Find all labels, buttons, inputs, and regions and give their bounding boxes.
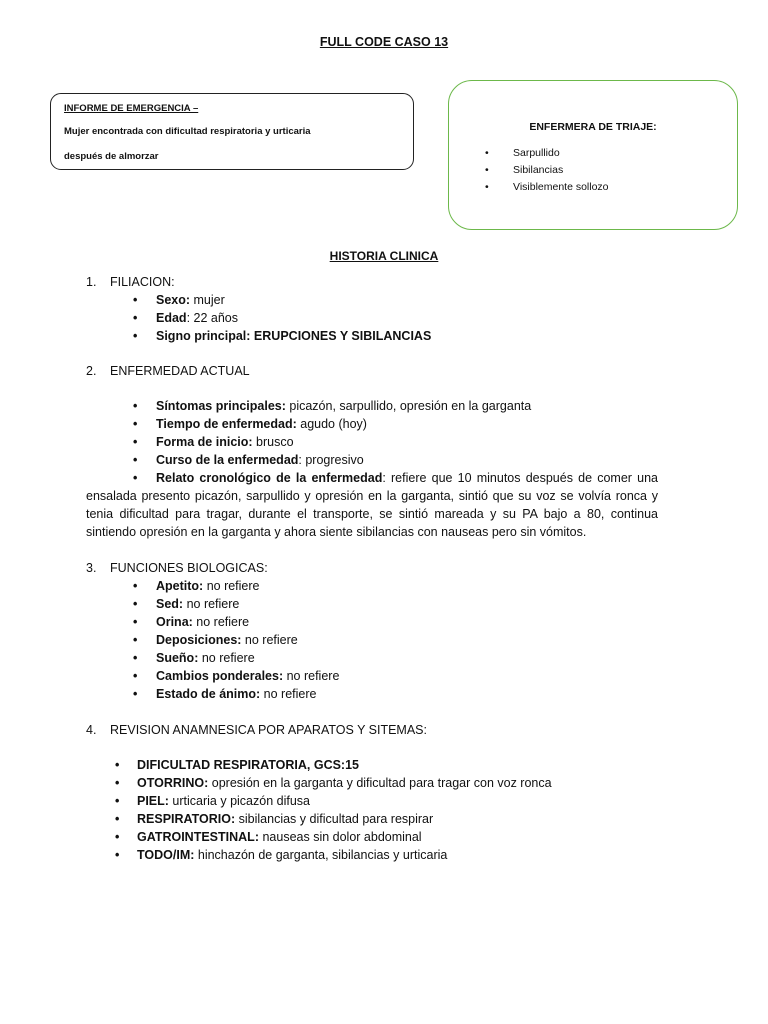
list-item — [86, 415, 658, 433]
list-item — [86, 309, 658, 327]
item-label: OTORRINO: — [137, 776, 209, 790]
item-value: hinchazón de garganta, sibilancias y urticaria — [194, 848, 448, 862]
item-label: GATROINTESTINAL: — [137, 830, 259, 844]
list-item — [86, 327, 658, 345]
section-title: FILIACION: — [110, 275, 175, 289]
item-value: : refiere que 10 minutos después de comer una ensalada presento picazón, sarpullido y opresión en la garganta, sintió que su voz se volvía ronca y tenia dificultad para tragar, durante el transporte, se sintió mareada y su PA bajo a 80, continua sintiendo opresión en la garganta y ahora siente sibilancias con nauseas pero sin vómitos. — [86, 471, 658, 539]
item-label: Cambios ponderales: — [156, 669, 284, 683]
item-value: no refiere — [241, 633, 298, 647]
item-value: urticaria y picazón difusa — [168, 794, 310, 808]
list-item — [86, 649, 658, 667]
triage-list — [485, 145, 609, 196]
item-value: brusco — [252, 435, 294, 449]
section-revision-anamnesica — [86, 721, 658, 864]
section-heading — [86, 721, 658, 739]
triage-heading: ENFERMERA DE TRIAJE: — [529, 121, 657, 133]
item-label: Relato cronológico de la enfermedad — [156, 471, 383, 485]
list-item — [86, 756, 658, 774]
section-heading — [86, 362, 658, 380]
emergency-report-heading: INFORME DE EMERGENCIA – — [64, 103, 199, 114]
item-value: nauseas sin dolor abdominal — [258, 830, 422, 844]
item-value: no refiere — [183, 597, 240, 611]
list-item — [86, 810, 658, 828]
list-item — [86, 577, 658, 595]
page-title: FULL CODE CASO 13 — [319, 35, 449, 49]
item-value: no refiere — [192, 615, 250, 629]
item-label: Orina: — [156, 615, 193, 629]
section-enfermedad-actual — [86, 362, 658, 541]
list-item — [86, 828, 658, 846]
item-label: Edad — [156, 311, 187, 325]
section-number: 3. — [86, 561, 97, 575]
list-item — [86, 595, 658, 613]
section-heading — [86, 559, 658, 577]
list-item — [86, 397, 658, 415]
triage-box — [448, 80, 738, 230]
item-label: RESPIRATORIO: — [137, 812, 236, 826]
item-value: opresión en la garganta y dificultad para tragar con voz ronca — [208, 776, 552, 790]
item-label: Forma de inicio: — [156, 435, 253, 449]
item-value: sibilancias y dificultad para respirar — [235, 812, 434, 826]
item-label: Signo principal — [156, 329, 247, 343]
revision-list — [86, 756, 658, 864]
section-title: ENFERMEDAD ACTUAL — [110, 364, 250, 378]
section-funciones-biologicas — [86, 559, 658, 703]
item-label: Deposiciones: — [156, 633, 242, 647]
list-item — [86, 433, 658, 451]
relato-item — [86, 469, 658, 541]
emergency-report-box — [50, 93, 414, 170]
enfermedad-list — [86, 397, 658, 541]
item-label: DIFICULTAD RESPIRATORIA, GCS:15 — [137, 758, 360, 772]
clinical-history — [86, 273, 658, 864]
item-value: no refiere — [198, 651, 255, 665]
list-item — [86, 613, 658, 631]
section-title: FUNCIONES BIOLOGICAS: — [110, 561, 268, 575]
item-value: : 22 años — [186, 311, 238, 325]
item-label: TODO/IM: — [137, 848, 195, 862]
item-value: agudo (hoy) — [296, 417, 367, 431]
item-label: Síntomas principales: — [156, 399, 286, 413]
triage-item: • Sarpullido — [485, 145, 609, 162]
section-number: 4. — [86, 723, 97, 737]
list-item — [86, 451, 658, 469]
item-value: no refiere — [203, 579, 260, 593]
item-label: Sed: — [156, 597, 184, 611]
item-label: PIEL: — [137, 794, 169, 808]
triage-item: • Visiblemente sollozo — [485, 179, 609, 196]
item-label: Sexo: — [156, 293, 191, 307]
emergency-report-line: después de almorzar — [64, 151, 159, 162]
list-item — [86, 792, 658, 810]
funciones-list — [86, 577, 658, 703]
section-number: 2. — [86, 364, 97, 378]
history-title: HISTORIA CLINICA — [329, 249, 439, 263]
item-value: no refiere — [260, 687, 317, 701]
section-heading — [86, 273, 658, 291]
item-value: : progresivo — [298, 453, 364, 467]
item-value: picazón, sarpullido, opresión en la garganta — [285, 399, 532, 413]
list-item — [86, 631, 658, 649]
item-label: Curso de la enfermedad — [156, 453, 299, 467]
list-item — [86, 846, 658, 864]
section-number: 1. — [86, 275, 97, 289]
item-value: : ERUPCIONES Y SIBILANCIAS — [246, 329, 432, 343]
section-filiacion — [86, 273, 658, 345]
item-label: Tiempo de enfermedad: — [156, 417, 297, 431]
list-item — [86, 291, 658, 309]
item-label: Sueño: — [156, 651, 199, 665]
list-item — [86, 774, 658, 792]
emergency-report-line: Mujer encontrada con dificultad respiratoria y urticaria — [64, 126, 311, 137]
section-title: REVISION ANAMNESICA POR APARATOS Y SITEMAS: — [110, 723, 427, 737]
item-value: mujer — [190, 293, 225, 307]
item-label: Apetito: — [156, 579, 204, 593]
filiacion-list — [86, 291, 658, 345]
list-item — [86, 667, 658, 685]
item-label: Estado de ánimo: — [156, 687, 261, 701]
list-item — [86, 685, 658, 703]
item-value: no refiere — [283, 669, 340, 683]
triage-item: • Sibilancias — [485, 162, 609, 179]
